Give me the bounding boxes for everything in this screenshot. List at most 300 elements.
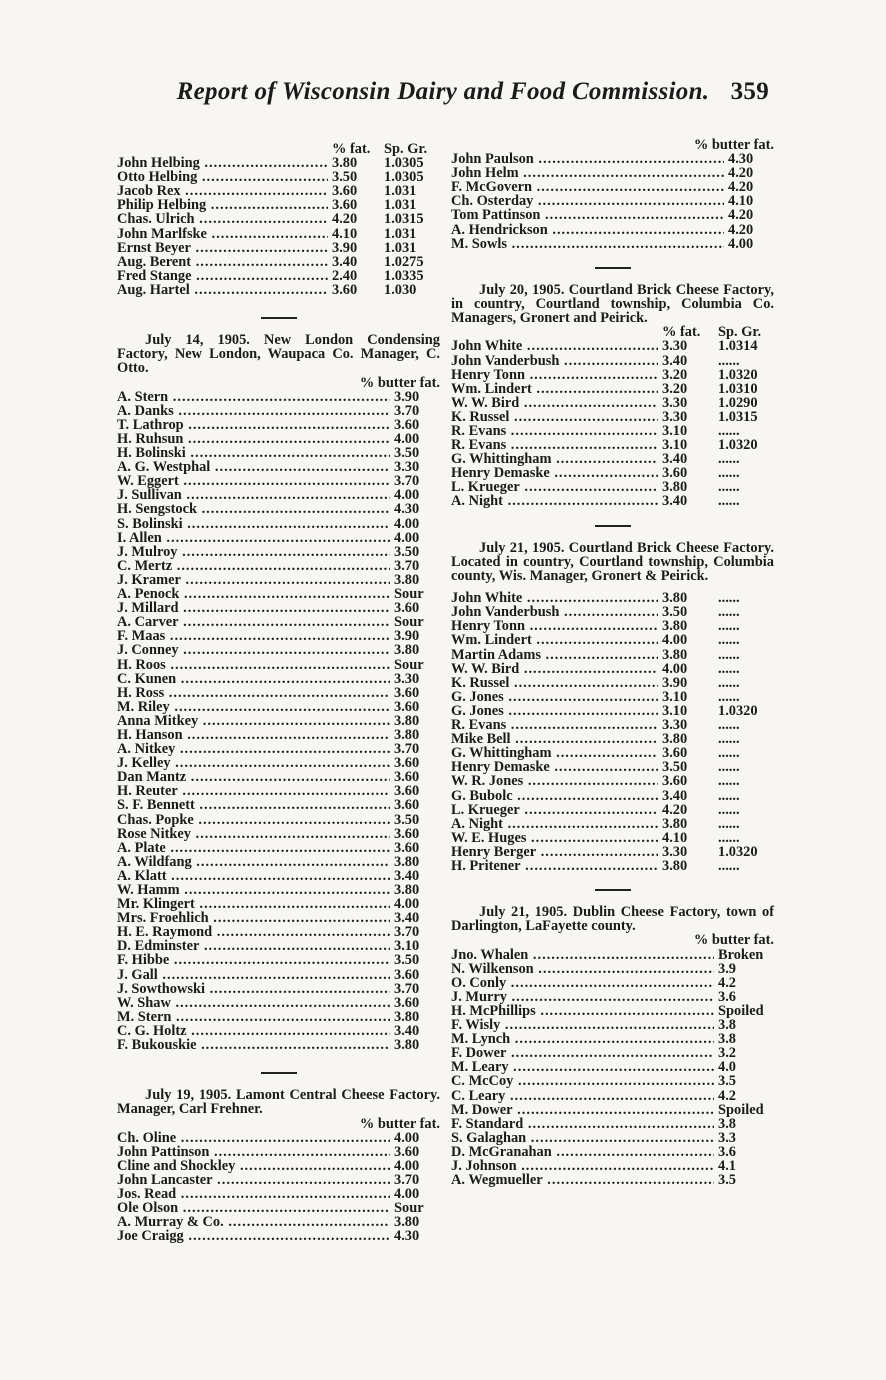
table-row bbox=[451, 648, 774, 662]
row-name: H. E. Raymond ..... bbox=[117, 925, 390, 939]
row-value: 4.00 bbox=[728, 235, 754, 252]
table-dublin bbox=[451, 948, 774, 1188]
row-value: 3.30 bbox=[394, 670, 420, 687]
table-row bbox=[451, 774, 774, 788]
row-value-2: ...... bbox=[718, 632, 740, 649]
table-row bbox=[117, 841, 440, 855]
table-row bbox=[117, 573, 440, 587]
row-name: A. Klatt ..... bbox=[117, 869, 390, 883]
table-row bbox=[451, 1004, 774, 1018]
row-value: 3.60 bbox=[394, 416, 420, 433]
row-name: H. Bolinski ..... bbox=[117, 446, 390, 460]
row-name: F. Dower ..... bbox=[451, 1046, 714, 1060]
table-row bbox=[117, 968, 440, 982]
row-value: 3.80 bbox=[662, 815, 688, 832]
row-value: 3.70 bbox=[394, 924, 420, 941]
col-header-fat: % fat. bbox=[662, 324, 701, 341]
row-name: H. Ross ..... bbox=[117, 686, 390, 700]
row-value: 3.30 bbox=[662, 843, 688, 860]
row-name: M. Stern ..... bbox=[117, 1010, 390, 1024]
row-name: W. R. Jones ..... bbox=[451, 774, 658, 788]
table-row bbox=[451, 1060, 774, 1074]
table-row bbox=[117, 1187, 440, 1201]
row-value-2: 1.0290 bbox=[718, 394, 758, 411]
row-name: D. Edminster ..... bbox=[117, 939, 390, 953]
row-value-2: 1.0320 bbox=[718, 843, 758, 860]
table-row bbox=[117, 827, 440, 841]
table-row bbox=[451, 676, 774, 690]
row-value: 3.10 bbox=[662, 437, 688, 454]
row-value-2: ...... bbox=[718, 731, 740, 748]
section-heading: July 21, 1905. Courtland Brick Cheese Factory. Located in country, Courtland township, Columbia county, Wis. Manager, Gronert & Peirick. bbox=[451, 539, 774, 584]
row-value: 4.20 bbox=[728, 179, 754, 196]
row-value-2: 1.031 bbox=[384, 183, 417, 200]
table-row bbox=[451, 619, 774, 633]
row-value: 3.80 bbox=[394, 1214, 420, 1231]
table-row bbox=[117, 658, 440, 672]
table-row bbox=[117, 629, 440, 643]
row-value: 3.80 bbox=[662, 590, 688, 607]
row-value: 3.80 bbox=[662, 731, 688, 748]
row-value: 3.90 bbox=[394, 628, 420, 645]
table-row bbox=[117, 1229, 440, 1243]
row-name: Henry Demaske ..... bbox=[451, 466, 658, 480]
row-value-2: ...... bbox=[718, 688, 740, 705]
row-value: 3.70 bbox=[394, 473, 420, 490]
row-value-2: ...... bbox=[718, 815, 740, 832]
table-row bbox=[451, 704, 774, 718]
row-name: C. Kunen ..... bbox=[117, 672, 390, 686]
table-row bbox=[117, 531, 440, 545]
table-row bbox=[117, 227, 440, 241]
row-value: 3.60 bbox=[332, 197, 358, 214]
table-courtland-july21 bbox=[451, 591, 774, 873]
row-value: 3.30 bbox=[662, 408, 688, 425]
row-value: 3.8 bbox=[718, 1115, 736, 1132]
table-row bbox=[451, 494, 774, 508]
table-row bbox=[451, 466, 774, 480]
row-name: R. Evans ..... bbox=[451, 424, 658, 438]
row-name: A. Wildfang ..... bbox=[117, 855, 390, 869]
row-value: Spoiled bbox=[718, 1002, 764, 1019]
row-name: Philip Helbing ..... bbox=[117, 198, 328, 212]
row-value: 4.2 bbox=[718, 1087, 736, 1104]
table-row bbox=[117, 672, 440, 686]
table-row bbox=[117, 1038, 440, 1052]
row-name: F. Hibbe ..... bbox=[117, 953, 390, 967]
left-column bbox=[117, 142, 440, 1243]
table-row bbox=[117, 615, 440, 629]
row-name: J. Millard ..... bbox=[117, 601, 390, 615]
row-name: Henry Demaske ..... bbox=[451, 760, 658, 774]
row-value: 3.30 bbox=[394, 459, 420, 476]
col-header-spgr: Sp. Gr. bbox=[718, 324, 762, 341]
table-row bbox=[117, 1145, 440, 1159]
table-row bbox=[451, 591, 774, 605]
table-row bbox=[117, 212, 440, 226]
table-row bbox=[451, 1103, 774, 1117]
table-row bbox=[117, 390, 440, 404]
col-header-butter-fat: % butter fat. bbox=[693, 137, 774, 153]
table-row bbox=[451, 1117, 774, 1131]
row-value-2: ...... bbox=[718, 717, 740, 734]
table-row bbox=[117, 911, 440, 925]
table-header bbox=[451, 138, 774, 152]
row-value: 3.50 bbox=[662, 759, 688, 776]
table-row bbox=[451, 1032, 774, 1046]
row-value: 3.60 bbox=[394, 825, 420, 842]
row-value-2: 1.0305 bbox=[384, 169, 424, 186]
row-name: H. Sengstock ..... bbox=[117, 502, 390, 516]
row-value: 4.00 bbox=[394, 515, 420, 532]
row-name: C. Mertz ..... bbox=[117, 559, 390, 573]
row-name: A. Penock ..... bbox=[117, 587, 390, 601]
row-name: H. Pritener ..... bbox=[451, 859, 658, 873]
row-name: John White ..... bbox=[451, 339, 658, 353]
row-value-2: 1.031 bbox=[384, 197, 417, 214]
table-row bbox=[451, 962, 774, 976]
row-name: C. Leary ..... bbox=[451, 1089, 714, 1103]
row-value: 3.40 bbox=[394, 910, 420, 927]
table-row bbox=[117, 1159, 440, 1173]
row-name: J. Kelley ..... bbox=[117, 756, 390, 770]
row-value: 3.50 bbox=[394, 445, 420, 462]
table-row bbox=[117, 184, 440, 198]
table-row bbox=[451, 1145, 774, 1159]
row-name: W. E. Huges ..... bbox=[451, 831, 658, 845]
table-row bbox=[117, 1010, 440, 1024]
row-name: John Pattinson ..... bbox=[117, 1145, 390, 1159]
row-name: Aug. Hartel ..... bbox=[117, 283, 328, 297]
row-name: F. Standard ..... bbox=[451, 1117, 714, 1131]
table-row bbox=[117, 198, 440, 212]
row-name: G. Jones ..... bbox=[451, 704, 658, 718]
row-value: 3.90 bbox=[332, 239, 358, 256]
row-value: 3.20 bbox=[662, 380, 688, 397]
row-value: 3.40 bbox=[394, 1022, 420, 1039]
row-name: Joe Craigg ..... bbox=[117, 1229, 390, 1243]
section-heading: July 19, 1905. Lamont Central Cheese Factory. Manager, Carl Frehner. bbox=[117, 1087, 440, 1118]
row-value: 3.80 bbox=[662, 618, 688, 635]
row-value-2: 1.0310 bbox=[718, 380, 758, 397]
table-row bbox=[451, 223, 774, 237]
row-value: 4.00 bbox=[394, 1186, 420, 1203]
table-header bbox=[451, 933, 774, 947]
row-value: 3.70 bbox=[394, 980, 420, 997]
row-value-2: ...... bbox=[718, 352, 740, 369]
row-value-2: 1.031 bbox=[384, 225, 417, 242]
row-value: 3.80 bbox=[394, 853, 420, 870]
row-value: 3.10 bbox=[662, 702, 688, 719]
section-heading: July 14, 1905. New London Condensing Factory, New London, Waupaca Co. Manager, C. Otto. bbox=[117, 332, 440, 377]
row-value: 4.10 bbox=[662, 829, 688, 846]
table-row bbox=[451, 354, 774, 368]
row-value: 3.60 bbox=[662, 745, 688, 762]
row-value: 3.8 bbox=[718, 1017, 736, 1034]
row-value-2: ...... bbox=[718, 801, 740, 818]
table-row bbox=[117, 432, 440, 446]
row-value-2: 1.0320 bbox=[718, 366, 758, 383]
table-row bbox=[451, 237, 774, 251]
table-row bbox=[451, 152, 774, 166]
row-name: T. Lathrop ..... bbox=[117, 418, 390, 432]
row-name: A. Wegmueller ..... bbox=[451, 1173, 714, 1187]
row-value: 4.00 bbox=[394, 896, 420, 913]
row-value-2: ...... bbox=[718, 451, 740, 468]
table-row bbox=[117, 883, 440, 897]
row-value: 3.20 bbox=[662, 366, 688, 383]
row-name: K. Russel ..... bbox=[451, 410, 658, 424]
row-name: Chas. Popke ..... bbox=[117, 813, 390, 827]
table-row bbox=[117, 925, 440, 939]
row-name: A. Danks ..... bbox=[117, 404, 390, 418]
row-name: A. Plate ..... bbox=[117, 841, 390, 855]
table-row bbox=[117, 897, 440, 911]
table-row bbox=[117, 1173, 440, 1187]
row-name: John White ..... bbox=[451, 591, 658, 605]
table-row bbox=[117, 559, 440, 573]
table-row bbox=[451, 382, 774, 396]
row-name: G. Jones ..... bbox=[451, 690, 658, 704]
row-name: W. Hamm ..... bbox=[117, 883, 390, 897]
table-new-london bbox=[117, 390, 440, 1052]
table-row bbox=[451, 732, 774, 746]
row-value: 4.2 bbox=[718, 974, 736, 991]
table-row bbox=[117, 488, 440, 502]
table-row bbox=[451, 438, 774, 452]
row-value: 4.00 bbox=[662, 632, 688, 649]
table-row bbox=[451, 845, 774, 859]
table-header bbox=[117, 142, 440, 156]
table-row bbox=[117, 939, 440, 953]
row-value: 3.60 bbox=[662, 773, 688, 790]
table-row bbox=[451, 410, 774, 424]
row-value: 3.50 bbox=[394, 811, 420, 828]
table-row bbox=[451, 859, 774, 873]
row-name: D. McGranahan ..... bbox=[451, 1145, 714, 1159]
row-name: Mr. Klingert ..... bbox=[117, 897, 390, 911]
row-name: Fred Stange ..... bbox=[117, 269, 328, 283]
row-value: 4.1 bbox=[718, 1157, 736, 1174]
row-value: 3.9 bbox=[718, 960, 736, 977]
row-value: 3.80 bbox=[662, 646, 688, 663]
table-row bbox=[117, 446, 440, 460]
table-row bbox=[117, 418, 440, 432]
row-name: F. Maas ..... bbox=[117, 629, 390, 643]
row-value: Sour bbox=[394, 586, 424, 603]
row-name: Henry Tonn ..... bbox=[451, 368, 658, 382]
row-value: 3.70 bbox=[394, 402, 420, 419]
table-row bbox=[451, 166, 774, 180]
row-name: W. Shaw ..... bbox=[117, 996, 390, 1010]
row-value: Spoiled bbox=[718, 1101, 764, 1118]
row-value-2: ...... bbox=[718, 618, 740, 635]
row-name: John Lancaster ..... bbox=[117, 1173, 390, 1187]
table-row bbox=[451, 976, 774, 990]
row-name: A. G. Westphal ..... bbox=[117, 460, 390, 474]
table-row bbox=[451, 1018, 774, 1032]
row-name: L. Krueger ..... bbox=[451, 803, 658, 817]
table-row bbox=[451, 817, 774, 831]
table-row bbox=[451, 948, 774, 962]
table-row bbox=[117, 255, 440, 269]
row-value: 4.10 bbox=[728, 193, 754, 210]
row-value: 3.60 bbox=[394, 698, 420, 715]
row-value: 3.3 bbox=[718, 1129, 736, 1146]
row-value: 3.80 bbox=[394, 1008, 420, 1025]
row-value: 4.20 bbox=[728, 221, 754, 238]
row-name: A. Nitkey ..... bbox=[117, 742, 390, 756]
row-name: M. Leary ..... bbox=[451, 1060, 714, 1074]
table-row bbox=[117, 156, 440, 170]
row-value: 3.40 bbox=[662, 787, 688, 804]
col-header-butter-fat: % butter fat. bbox=[693, 932, 774, 949]
row-value: 3.60 bbox=[394, 797, 420, 814]
table-row bbox=[451, 789, 774, 803]
row-name: A. Stern ..... bbox=[117, 390, 390, 404]
table-row bbox=[117, 545, 440, 559]
table-row bbox=[117, 170, 440, 184]
row-name: L. Krueger ..... bbox=[451, 480, 658, 494]
row-value-2: 1.0320 bbox=[718, 702, 758, 719]
row-value: 4.00 bbox=[394, 1157, 420, 1174]
table-header bbox=[117, 376, 440, 390]
row-value: 3.60 bbox=[332, 183, 358, 200]
row-value: 3.60 bbox=[394, 994, 420, 1011]
row-name: I. Allen ..... bbox=[117, 531, 390, 545]
table-row bbox=[451, 180, 774, 194]
table-row bbox=[117, 756, 440, 770]
row-value: 3.8 bbox=[718, 1031, 736, 1048]
row-value-2: ...... bbox=[718, 857, 740, 874]
table-row bbox=[451, 452, 774, 466]
row-name: Aug. Berent ..... bbox=[117, 255, 328, 269]
table-row bbox=[117, 460, 440, 474]
row-name: R. Evans ..... bbox=[451, 438, 658, 452]
row-name: F. Bukouskie ..... bbox=[117, 1038, 390, 1052]
table-row bbox=[117, 1131, 440, 1145]
row-name: A. Night ..... bbox=[451, 817, 658, 831]
row-value: 3.80 bbox=[394, 712, 420, 729]
row-value: 3.2 bbox=[718, 1045, 736, 1062]
table-row bbox=[451, 718, 774, 732]
table-row bbox=[451, 368, 774, 382]
row-value-2: ...... bbox=[718, 759, 740, 776]
row-value: 3.60 bbox=[394, 783, 420, 800]
row-value-2: 1.031 bbox=[384, 239, 417, 256]
table-row bbox=[117, 686, 440, 700]
row-name: K. Russel ..... bbox=[451, 676, 658, 690]
row-value: 4.00 bbox=[662, 660, 688, 677]
row-value: 3.30 bbox=[662, 338, 688, 355]
table-row bbox=[451, 831, 774, 845]
row-name: A. Murray & Co. ..... bbox=[117, 1215, 390, 1229]
row-name: Chas. Ulrich ..... bbox=[117, 212, 328, 226]
table-row bbox=[117, 502, 440, 516]
row-value-2: ...... bbox=[718, 646, 740, 663]
row-name: Cline and Shockley ..... bbox=[117, 1159, 390, 1173]
row-name: H. McPhillips ..... bbox=[451, 1004, 714, 1018]
row-value: Sour bbox=[394, 656, 424, 673]
row-value: 4.0 bbox=[718, 1059, 736, 1076]
row-value: 3.50 bbox=[332, 169, 358, 186]
row-value: 4.20 bbox=[662, 801, 688, 818]
col-header-fat: % fat. bbox=[332, 141, 371, 157]
row-name: G. Whittingham ..... bbox=[451, 746, 658, 760]
row-value: 3.50 bbox=[394, 952, 420, 969]
row-value: 3.90 bbox=[662, 674, 688, 691]
row-value-2: ...... bbox=[718, 773, 740, 790]
table-row bbox=[117, 1215, 440, 1229]
row-value-2: ...... bbox=[718, 493, 740, 510]
row-name: Dan Mantz ..... bbox=[117, 770, 390, 784]
table-row bbox=[117, 982, 440, 996]
row-value: 4.00 bbox=[394, 487, 420, 504]
running-head bbox=[0, 78, 886, 106]
row-name: A. Hendrickson ..... bbox=[451, 223, 724, 237]
row-name: F. McGovern ..... bbox=[451, 180, 724, 194]
row-name: M. Riley ..... bbox=[117, 700, 390, 714]
table-row bbox=[451, 1089, 774, 1103]
row-value: 3.60 bbox=[394, 769, 420, 786]
row-value: 3.80 bbox=[332, 155, 358, 172]
row-value: 4.00 bbox=[394, 529, 420, 546]
row-name: Ch. Osterday ..... bbox=[451, 194, 724, 208]
table-row bbox=[451, 662, 774, 676]
row-name: J. Gall ..... bbox=[117, 968, 390, 982]
row-value: 3.30 bbox=[662, 394, 688, 411]
row-value: 3.90 bbox=[394, 388, 420, 405]
row-name: Jos. Read ..... bbox=[117, 1187, 390, 1201]
col-header-spgr: Sp. Gr. bbox=[384, 141, 428, 157]
table-row bbox=[451, 194, 774, 208]
row-name: Martin Adams ..... bbox=[451, 648, 658, 662]
table-row bbox=[117, 643, 440, 657]
table-row bbox=[117, 714, 440, 728]
row-name: C. McCoy ..... bbox=[451, 1074, 714, 1088]
table-row bbox=[451, 633, 774, 647]
row-name: M. Dower ..... bbox=[451, 1103, 714, 1117]
table-row bbox=[451, 1046, 774, 1060]
row-value-2: ...... bbox=[718, 423, 740, 440]
row-value: 4.30 bbox=[728, 151, 754, 168]
table-row bbox=[451, 396, 774, 410]
row-name: H. Roos ..... bbox=[117, 658, 390, 672]
row-value: 3.70 bbox=[394, 557, 420, 574]
table-row bbox=[117, 742, 440, 756]
row-name: Jno. Whalen ..... bbox=[451, 948, 714, 962]
table-row bbox=[117, 1024, 440, 1038]
table-row bbox=[117, 283, 440, 297]
row-name: John Marlfske ..... bbox=[117, 227, 328, 241]
row-value: 3.80 bbox=[394, 1037, 420, 1054]
row-value: 3.80 bbox=[662, 857, 688, 874]
page-number: 359 bbox=[730, 78, 769, 105]
row-name: John Helbing ..... bbox=[117, 156, 328, 170]
row-value-2: ...... bbox=[718, 479, 740, 496]
row-name: G. Bubolc ..... bbox=[451, 789, 658, 803]
row-value: 3.10 bbox=[662, 423, 688, 440]
row-value: 3.60 bbox=[394, 684, 420, 701]
row-name: H. Reuter ..... bbox=[117, 784, 390, 798]
row-value-2: ...... bbox=[718, 660, 740, 677]
section-heading: July 21, 1905. Dublin Cheese Factory, town of Darlington, LaFayette county. bbox=[451, 904, 774, 935]
row-name: W. Eggert ..... bbox=[117, 474, 390, 488]
row-value: 3.6 bbox=[718, 1143, 736, 1160]
table-row bbox=[117, 728, 440, 742]
table-row bbox=[117, 1201, 440, 1215]
row-name: J. Sowthowski ..... bbox=[117, 982, 390, 996]
